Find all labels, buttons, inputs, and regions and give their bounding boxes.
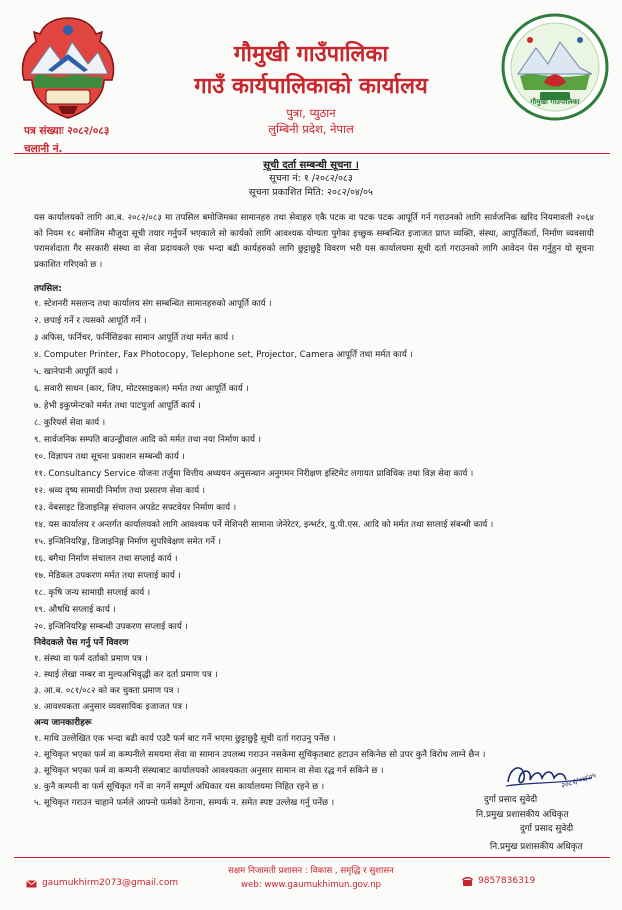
list-item: १. माथि उल्लेखित एक भन्दा बढी कार्य एउटै फर्म बाट गर्ने भएमा छुट्टाछुट्टै सूची दर्ता गराउनु पर्नेछ । — [34, 734, 336, 744]
list-item: २. स्थाई लेखा नम्बर वा मुल्यअभिवृद्धी कर दर्ता प्रमाण पत्र । — [34, 670, 218, 680]
list-item: १०. विज्ञापन तथा सूचना प्रकाशन सम्बन्धी कार्य । — [34, 452, 185, 462]
email-icon — [26, 880, 37, 888]
list-item: ४. आवश्यकता अनुसार व्यवसायिक इजाजत पत्र । — [34, 702, 188, 712]
signatory-position-stamp: नि.प्रमुख प्रशासकीय अधिकृत — [490, 842, 583, 852]
dispatch-number: चलानी नं. — [24, 143, 63, 155]
list-item: १६. बगैचा निर्माण संचालन तथा सप्लाई कार्य । — [34, 554, 178, 564]
notice-date: सूचना प्रकाशित मिति: २०८२/०४/०५ — [249, 187, 373, 198]
list-item: २. सूचिकृत भएका फर्म वा कम्पनीले समयमा सेवा वा सामान उपलब्ध गराउन नसकेमा सूचिकृतबाट हटाउन सकिनेछ सो उपर कुनै विरोध लाग्ने छैन । — [34, 750, 486, 760]
signatory-name: दुर्गा प्रसाद सुवेदी — [484, 795, 538, 805]
footer-divider — [14, 857, 610, 858]
list-item: १४. यस कार्यालय र अन्तर्गत कार्यालयको लागि आवश्यक पर्ने मेशिनरी सामाना जेनेरेटर, इन्भर्टर, यु.पी.एस. आदि को मर्मत तथा सप्लाई संबन्धी कार्य । — [34, 520, 494, 530]
list-item: १९. औषधि सप्लाई कार्य । — [34, 605, 116, 615]
details-heading: तपसिल: — [34, 284, 62, 294]
address-line-2: लुम्बिनी प्रदेश, नेपाल — [268, 122, 354, 136]
other-info-heading: अन्य जानकारीहरू — [34, 718, 92, 728]
signature-date: २०८२/०४/०५ — [559, 770, 597, 791]
list-item: ४. कुनै कम्पनी वा फर्म सूचिकृत गर्ने वा नगर्ने सम्पूर्ण अधिकार यस कार्यालयमा निहित रहने छ । — [34, 782, 325, 792]
list-item: ८. कुरियर्स सेवा कार्य । — [34, 418, 106, 428]
list-item: ११. Consultancy Service योजना तर्जुमा वित्तीय अध्ययन अनुसन्धान अनुगमन निरीक्षण इस्टिमेट लगायत प्राविधिक तथा विज्ञ सेवा कार्य । — [34, 469, 474, 479]
list-item: १. स्टेशनरी मसलन्द तथा कार्यालय संग सम्बन्धित सामानहरुको आपूर्ति कार्य । — [34, 299, 272, 309]
footer-slogan: सक्षम निजामती प्रशासन : विकास , समृद्धि र सुशासन — [228, 866, 394, 876]
letter-number: पत्र संख्याः २०८२/०८३ — [24, 125, 110, 137]
list-item: ५. सूचिकृत गराउन चाहाने फर्मले आफ्नो फर्मको ठेगाना, सम्पर्क न. समेत स्पष्ट उल्लेख गर्नु पर्नेछ । — [34, 798, 335, 808]
list-item: ४. Computer Printer, Fax Photocopy, Telephone set, Projector, Camera आपूर्ति तथा मर्मत कार्य । — [34, 350, 413, 360]
address-line-1: पुत्रा, प्युठान — [286, 106, 336, 120]
list-item: १७. मेडिकल उपकरण मर्मत तथा सप्लाई कार्य । — [34, 571, 181, 581]
right-logo-text: गौमुखी गाउँपालिका — [530, 98, 580, 106]
phone-number[interactable]: 9857836319 — [478, 876, 536, 886]
list-item: १३. वेबसाइट डिजाइनिङ्ग संचालन अपडेट सफ्टवेयर निर्माण कार्य । — [34, 503, 237, 513]
list-item: ७. हेभी इकुप्मेन्टको मर्मत तथा पाटपुर्जा आपूर्ति कार्य । — [34, 401, 201, 411]
intro-paragraph: यस कार्यालयको लागि आ.ब. २०८२/०८३ मा तपसिल बमोजिमका सामानहरु तथा सेवाहरु एकै पटक वा पटक पटक आपूर्ति गर्न गराउनको लागि सार्वजनिक खरिद नियमावली २०६४ को नियम १८ बमोजिम मौजुदा सूची तयार गर्नुपर्ने भएकाले सो कार्यको लागि आवश्यक योग्यता पुगेका इच्छुक सम्बन्धित इजाजत प्राप्त व्यक्ति, संस्था, आपूर्तिकर्ता, निर्माण व्यवसायी परामर्शदाता गैर सरकारी संस्था वा सेवा प्रदायकले एक भन्दा बढी कार्यहरुको लागि छुट्टाछुट्टै विवरण भरी यस कार्यालयमा सूची दर्ता गराउनको लागि आवेदन पेस गर्नुहुन यो सूचना प्रकाशित गरिएको छ । — [34, 213, 594, 270]
list-item: ३. आ.ब. ०८१/०८२ को कर चुक्ता प्रमाण पत्र । — [34, 686, 180, 696]
signatory-name-stamp: दुर्गा प्रसाद सुवेदी — [520, 824, 574, 834]
signatory-position: नि.प्रमुख प्रशासकीय अधिकृत — [476, 810, 569, 820]
list-item: ६. सवारी साधन (कार, जिप, मोटरसाइकल) मर्मत तथा आपूर्ति कार्य । — [34, 384, 249, 394]
list-item: ३. सूचिकृत भएका फर्म वा कम्पनी संस्थाबाट कार्यालयको आवश्यकता अनुसार सामान वा सेवा रद्ध गर्न सकिने छ । — [34, 766, 384, 776]
notice-number: सूचना नं: १ /२०८२/०८३ — [269, 173, 353, 184]
list-item: १. संस्था वा फर्म दर्ताको प्रमाण पत्र । — [34, 654, 148, 664]
list-item: १५. इन्जिनियरिङ्ग, डिजाइनिङ्ग निर्माण सुपरिवेक्षण समेत गर्ने । — [34, 537, 222, 547]
list-item: १८. कृषि जन्य सामाग्री सप्लाई कार्य । — [34, 588, 151, 598]
header-divider — [14, 153, 610, 154]
application-heading: निवेदकले पेस गर्नु पर्ने विवरण — [34, 638, 129, 648]
email-link[interactable]: gaumukhirm2073@gmail.com — [42, 878, 179, 888]
list-item: ३ अफिस, फर्निचर, फर्निसिङका सामान आपूर्ति तथा मर्मत कार्य । — [34, 333, 235, 343]
office-name: गाउँ कार्यपालिकाको कार्यालय — [194, 74, 428, 99]
list-item: ५. खानेपानी आपूर्ति कार्य । — [34, 367, 119, 377]
list-item: २०. इन्जिनियरिङ्ग सम्बन्धी उपकरण सप्लाई कार्य । — [34, 622, 188, 632]
municipality-name: गौमुखी गाउँपालिका — [233, 42, 389, 67]
website-link[interactable]: web: www.gaumukhimun.gov.np — [241, 880, 381, 890]
list-item: २. छपाई गर्ने र त्यसको आपूर्ति गर्ने । — [34, 316, 147, 326]
notice-title: सूची दर्ता सम्बन्धी सूचना । — [263, 160, 359, 171]
list-item: १२. श्रव्य दृष्य सामाग्री निर्माण तथा प्रसारण सेवा कार्य । — [34, 486, 206, 496]
list-item: ९. सार्वजनिक सम्पति बाउन्ड्रीवाल आदि को मर्मत तथा नया निर्माण कार्य । — [34, 435, 261, 445]
phone-icon — [462, 877, 473, 887]
